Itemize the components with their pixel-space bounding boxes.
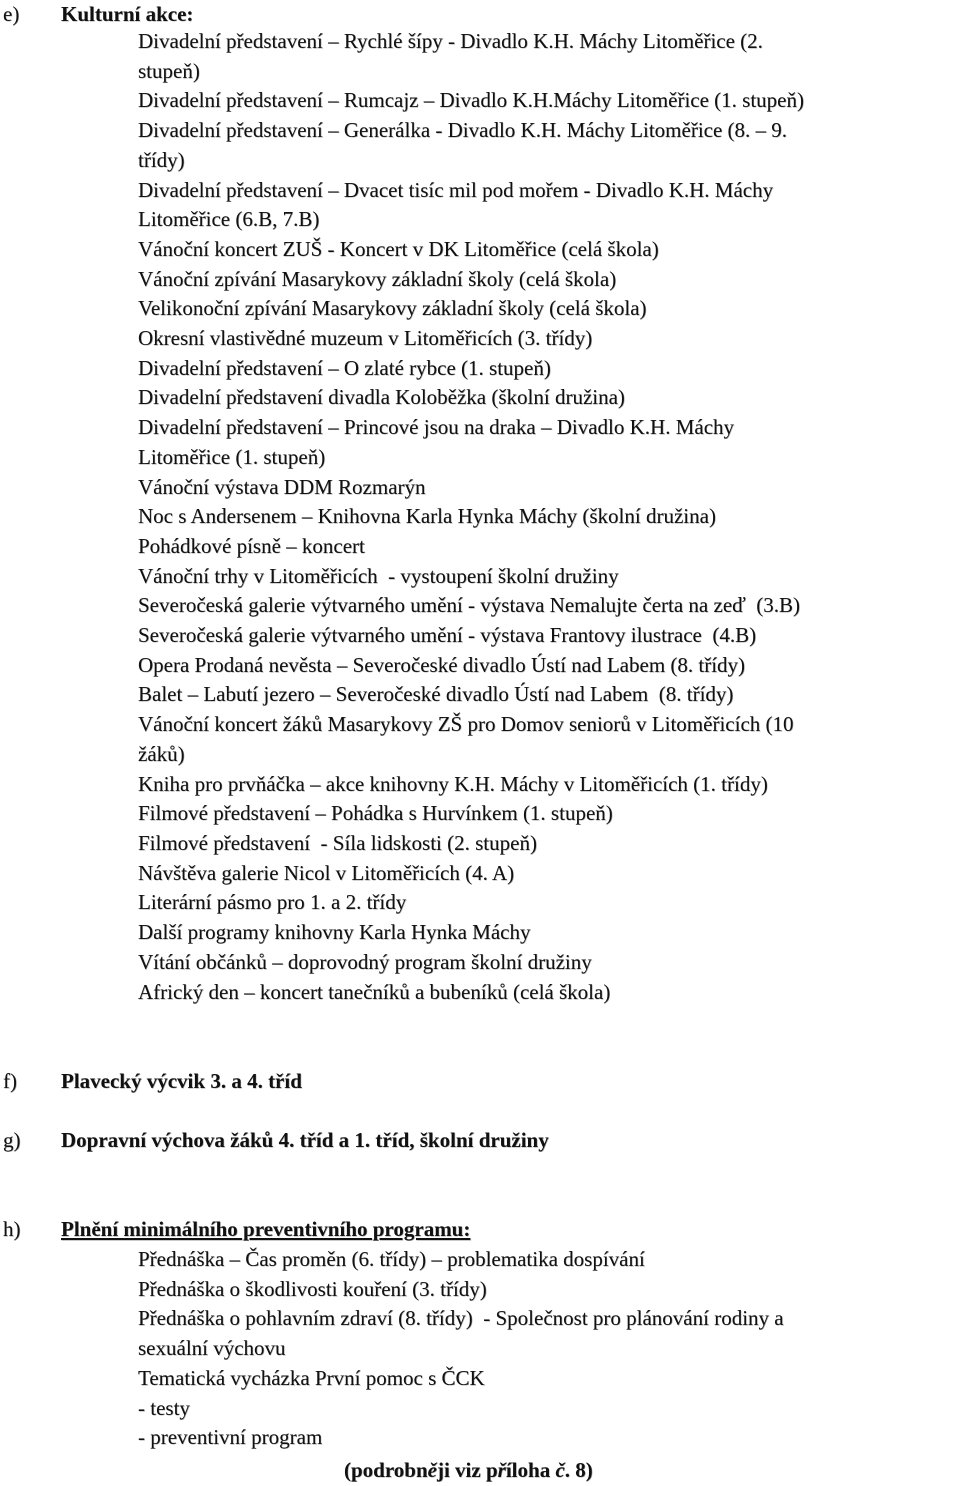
list-item: Kniha pro prvňáčka – akce knihovny K.H. Máchy v Litoměřicích (1. třídy) [138, 771, 768, 796]
section-title: Dopravní výchova žáků 4. tříd a 1. tříd, školní družiny [61, 1128, 549, 1152]
section-label: g) [3, 1128, 21, 1152]
note-part: č [555, 1458, 565, 1482]
section-label: f) [3, 1069, 17, 1093]
list-item: Přednáška o pohlavním zdraví (8. třídy) - Společnost pro plánování rodiny a [138, 1306, 784, 1331]
note-part: ji viz p [436, 1458, 498, 1482]
list-item: Pohádkové písně – koncert [138, 533, 365, 558]
note-part: (podrobn [344, 1458, 428, 1482]
list-item: Vánoční koncert ZUŠ - Koncert v DK Litoměřice (celá škola) [138, 236, 659, 261]
list-item: Přednáška – Čas proměn (6. třídy) – problematika dospívání [138, 1247, 645, 1271]
section-title: Plnění minimálního preventivního programu: [61, 1217, 471, 1241]
section-title: Kulturní akce: [61, 2, 194, 26]
list-item: Divadelní představení divadla Koloběžka (školní družina) [138, 385, 625, 410]
list-item: - preventivní program [138, 1425, 323, 1450]
list-item: Divadelní představení – Rychlé šípy - Divadlo K.H. Máchy Litoměřice (2. [138, 29, 763, 53]
list-item: Divadelní představení – Princové jsou na draka – Divadlo K.H. Máchy [138, 415, 735, 440]
list-item: Noc s Andersenem – Knihovna Karla Hynka Máchy (školní družina) [138, 504, 716, 529]
list-item: Filmové představení – Pohádka s Hurvínkem (1. stupeň) [138, 801, 613, 826]
list-item: Litoměřice (6.B, 7.B) [138, 207, 320, 232]
note-part: íloha [505, 1458, 556, 1482]
list-item: žáků) [138, 741, 185, 766]
list-item: Filmové představení - Síla lidskosti (2. stupeň) [138, 830, 537, 855]
list-item: Vánoční trhy v Litoměřicích - vystoupení školní družiny [138, 563, 619, 588]
list-item: Literární pásmo pro 1. a 2. třídy [138, 890, 407, 915]
list-item: Velikonoční zpívání Masarykovy základní školy (celá škola) [138, 296, 647, 321]
list-item: Divadelní představení – Generálka - Divadlo K.H. Máchy Litoměřice (8. – 9. [138, 118, 788, 143]
list-item: Severočeská galerie výtvarného umění - výstava Frantovy ilustrace (4.B) [138, 623, 757, 648]
list-item: třídy) [138, 147, 185, 172]
list-item: Divadelní představení – Dvacet tisíc mil pod mořem - Divadlo K.H. Máchy [138, 177, 774, 202]
attachment-note [344, 1456, 593, 1486]
list-item: - testy [138, 1395, 190, 1420]
note-part: ř [497, 1458, 506, 1482]
list-item: Africký den – koncert tanečníků a bubeníků (celá škola) [138, 979, 611, 1004]
list-item: Vítání občánků – doprovodný program školní družiny [138, 949, 592, 974]
list-item: Litoměřice (1. stupeň) [138, 444, 326, 469]
list-item: stupeň) [138, 58, 200, 83]
list-item: Balet – Labutí jezero – Severočeské divadlo Ústí nad Labem (8. třídy) [138, 682, 734, 707]
section-label: e) [3, 2, 20, 26]
section-title: Plavecký výcvik 3. a 4. tříd [61, 1069, 302, 1093]
list-item: Divadelní představení – Rumcajz – Divadlo K.H.Máchy Litoměřice (1. stupeň) [138, 88, 804, 113]
list-item: Tematická vycházka První pomoc s ČCK [138, 1365, 485, 1390]
prevention-list [138, 1245, 960, 1453]
list-item: Návštěva galerie Nicol v Litoměřicích (4. A) [138, 860, 515, 885]
list-item: Okresní vlastivědné muzeum v Litoměřicích (3. třídy) [138, 326, 593, 351]
note-part: ě [427, 1458, 437, 1482]
list-item: sexuální výchovu [138, 1336, 286, 1361]
activity-list [138, 27, 960, 1007]
list-item: Vánoční koncert žáků Masarykovy ZŠ pro Domov seniorů v Litoměřicích (10 [138, 712, 794, 737]
list-item: Další programy knihovny Karla Hynka Máchy [138, 920, 531, 945]
note-part: . 8) [564, 1458, 593, 1482]
list-item: Vánoční zpívání Masarykovy základní školy (celá škola) [138, 266, 617, 291]
list-item: Opera Prodaná nevěsta – Severočeské divadlo Ústí nad Labem (8. třídy) [138, 652, 746, 677]
list-item: Přednáška o škodlivosti kouření (3. třídy) [138, 1276, 487, 1301]
list-item: Severočeská galerie výtvarného umění - výstava Nemalujte čerta na zeď (3.B) [138, 593, 800, 618]
list-item: Divadelní představení – O zlaté rybce (1. stupeň) [138, 355, 551, 380]
section-label: h) [3, 1217, 21, 1241]
list-item: Vánoční výstava DDM Rozmarýn [138, 474, 426, 499]
